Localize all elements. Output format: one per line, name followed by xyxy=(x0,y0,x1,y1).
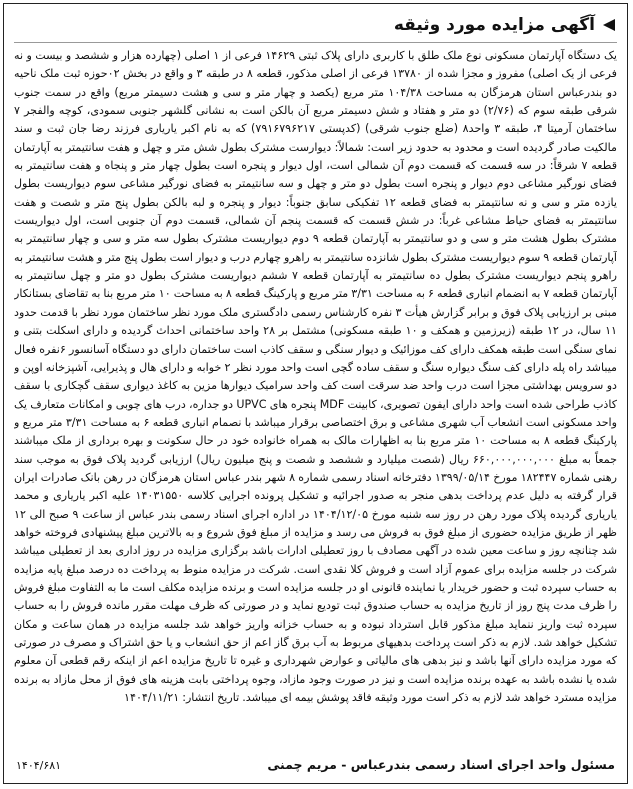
notice-header xyxy=(14,10,617,40)
signature-text: مسئول واحد اجرای اسناد رسمی بندرعباس - مریم چمنی xyxy=(267,757,615,772)
notice-title: آگهی مزایده مورد وثیقه xyxy=(393,15,595,35)
header-divider xyxy=(14,42,617,43)
notice-code xyxy=(16,759,61,772)
notice-footer xyxy=(14,755,617,779)
notice-code-value: ۱۴۰۴/۶۸۱ xyxy=(16,759,62,772)
notice-body: یک دستگاه آپارتمان مسکونی نوع ملک طلق با کاربری دارای پلاک ثبتی ۱۴۶۲۹ فرعی از ۱ اصلی (چهارده هزار و ششصد و بیست و نه فرعی از یک اصلی) مفروز و مجزا شده از ۱۳۷۸۰ فرعی از اصلی مذکور، قطعه ۸ در طبقه ۳ و واقع در بخش ۰۲حوزه ثبت ملک ناحیه دو بندرعباس استان هرمزگان به مساحت ۱۰۴/۳۸ متر مربع (یکصد و چهار متر و سی و هشت دسیمتر مربع) واقع در سمت جنوب شرقی طبقه سوم که (۲/۷۶) دو متر و هفتاد و شش دسیمتر مربع آن بالکن است به نشانی گلشهر جنوبی سمودی، کوچه والفجر ۷ ساختمان آرمیتا ۴، طبقه ۳ واحد۸ (ضلع جنوب شرقی) (کدپستی ۷۹۱۶۷۹۶۲۱۷) که به نام اکبر یاریاری فرزند رضا جان ثبت و سند مالکیت صادر گردیده است و محدود به حدود زیر است: شمالاً: دیوارست مشترک بطول شش متر و چهل و هفت سانتیمتر به آپارتمان قطعه ۷ شرقاً: در سه قسمت که قسمت دوم آن شمالی است، اول دیوار و پنجره است بطول چهار متر و پنجاه و هفت سانتیمتر به فضای نورگیر مشاعی دوم دیوار و پنجره است بطول دو متر و چهل و سه سانتیمتر به فضای نورگیر مشاعی سوم دیواریست بطول یازده متر و سی و نه سانتیمتر به فضای قطعه ۱۲ تفکیکی سابق جنوباً: دیوار و پنجره و لبه بالکن بطول پنج متر و شصت و هفت سانتیمتر به فضای حیاط مشاعی غرباً: در شش قسمت که قسمت پنجم آن شمالی، قسمت دوم آن جنوبی است، اول دیواریست مشترک بطول هشت متر و سی و دو سانتیمتر به آپارتمان قطعه ۹ دوم دیواریست مشترک بطول سه متر و سی و چهار سانتیمتر به آپارتمان قطعه ۹ سوم دیواریست مشترک بطول شانزده سانتیمتر به راهرو چهارم درب و دیوار است بطول پنج متر و هشت سانتیمتر به راهرو پنجم دیواریست مشترک بطول ده سانتیمتر به آپارتمان قطعه ۷ ششم دیواریست مشترک بطول دو متر و چهل سانتیمتر به آپارتمان قطعه ۷ به انضمام انباری قطعه ۶ به مساحت ۳/۳۱ متر مربع و پارکینگ قطعه ۸ به مساحت ۱۰ متر مربع بنا به تقاضای بستانکار مبنی بر ارزیابی پلاک فوق و برابر گزارش هیأت ۳ نفره کارشناس رسمی دادگستری ملک مورد نظر ساختمان مورد نظر با قدمت حدود ۱۱ سال، در ۱۲ طبقه (زیرزمین و همکف و ۱۰ طبقه مسکونی) مشتمل بر ۲۸ واحد ساختمانی احداث گردیده و دارای اسکلت بتنی و نمای سنگی است طبقه همکف دارای کف موزائیک و دیوار سنگی و سقف کاذب است ساختمان دارای دو دستگاه آسانسور ۶نفره فعال میباشد راه پله دارای کف سنگ دیواره سنگ و سقف ساده گچی است واحد مورد نظر ۲ خوابه و دارای هال و پذیرایی، آشپزخانه اوپن و دو سرویس بهداشتی مجزا است درب واحد ضد سرقت است کف واحد سرامیک دیوارها مزین به کاغذ دیواری سقف گچکاری با سقف کاذب طراحی شده است واحد دارای ایفون تصویری، کابینت MDF پنجره های UPVC دو جداره، درب های چوبی و امکانات متعارف یک واحد مسکونی است انشعاب آب شهری مشاعی و برق اختصاصی برقرار میباشد با نصمام انباری قطعه ۶ به مساحت ۳/۳۱ متر مربع و پارکینگ قطعه ۸ به مساحت ۱۰ متر مربع بنا به اظهارات مالک به همراه خانواده خود در حال سکونت و بهره برداری از ملک میباشند جمعاً به مبلغ ۶۶۰,۰۰۰,۰۰۰,۰۰۰ ریال (شصت میلیارد و ششصد و شصت و پنج میلیون ریال) ارزیابی گردید پلاک فوق به موجب سند رهنی شماره ۱۸۲۴۴۷ مورخ ۱۳۹۹/۰۵/۱۴ دفترخانه اسناد رسمی شماره ۸ شهر بندر عباس استان هرمزگان در رهن بانک صادرات ایران قرار گرفته به دلیل عدم پرداخت بدهی منجر به صدور اجرائیه و تشکیل پرونده اجرایی کلاسه ۱۴۰۳۱۵۵۰ علیه اکبر یاریاری و محمد یاریاری گردیده پلاک مورد رهن در روز سه شنبه مورخ ۱۴۰۴/۱۲/۰۵ در اداره اجرای اسناد رسمی بندر عباس از ساعت ۹ صبح الی ۱۲ ظهر از طریق مزایده حضوری از مبلغ فوق به فروش می رسد و مزایده از مبلغ فوق شروع و به بالاترین مبلغ پیشنهادی فروخته خواهد شد چنانچه روز و ساعت معین شده در آگهی مصادف با روز تعطیلی ادارات باشد برگزاری مزایده در روز اداری بعد از تعطیلی میباشد شرکت در جلسه مزایده برای عموم آزاد است و فروش کلا نقدی است. شرکت در مزایده منوط به پرداخت ده درصد مبلغ پایه مزایده به حساب سپرده ثبت و حضور خریدار یا نماینده قانونی او در جلسه مزایده است و برنده مزایده مکلف است ما به التفاوت مبلغ فروش را ظرف مدت پنج روز از تاریخ مزایده به حساب صندوق ثبت تودیع نماید و در صورتی که ظرف مهلت مقرر مانده فروش را به حساب سپرده ثبت واریز ننماید مبلغ مذکور قابل استرداد نبوده و به حساب خزانه واریز خواهد شد جلسه مزایده در همان ساعت و مکان تشکیل خواهد شد. لازم به ذکر است پرداخت بدهیهای مربوط به آب برق گاز اعم از حق انشعاب و یا حق اشتراک و مصرف در صورتی که مورد مزایده دارای آنها باشد و نیز بدهی های مالیاتی و عوارض شهرداری و غیره تا تاریخ مزایده اعم از اینکه رقم قطعی آن معلوم شده یا نشده باشد به عهده برنده مزایده است و نیز در صورت وجود مازاد، وجوه پرداختی بابت هزینه های فوق از محل مازاد به برنده مزایده مسترد خواهد شد لازم به ذکر است مورد وثیقه فاقد پوشش بیمه ای میباشد. تاریخ انتشار: ۱۴۰۴/۱۱/۲۱ xyxy=(14,49,617,705)
notice-frame xyxy=(3,3,628,784)
signature-line xyxy=(267,757,615,772)
triangle-pointer-icon xyxy=(601,17,617,33)
